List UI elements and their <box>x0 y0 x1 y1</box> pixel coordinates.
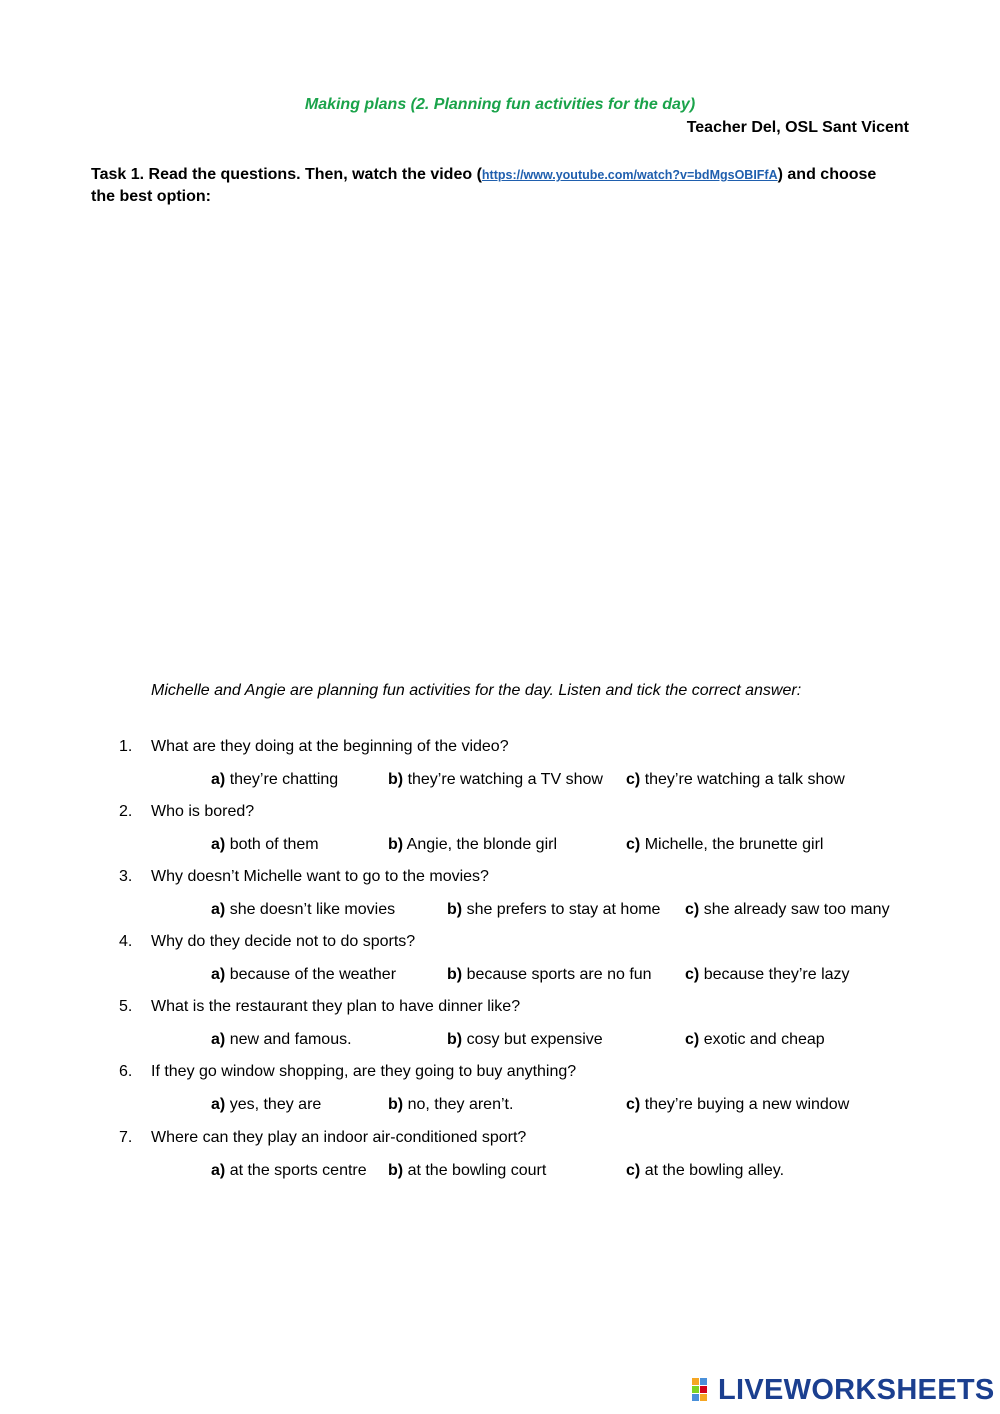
question-5 <box>119 998 520 1020</box>
question-3 <box>119 868 489 890</box>
question-number: 3. <box>119 868 133 885</box>
question-2 <box>119 803 254 825</box>
option-text: they’re buying a new window <box>644 1096 850 1113</box>
option-label: b) <box>447 966 463 983</box>
option-b[interactable] <box>388 836 557 854</box>
option-text: they’re watching a talk show <box>644 771 845 788</box>
option-text: cosy but expensive <box>466 1031 603 1048</box>
option-c[interactable] <box>685 1031 825 1049</box>
option-c[interactable] <box>626 836 823 854</box>
option-label: a) <box>211 901 226 918</box>
question-text: Why do they decide not to do sports? <box>151 933 416 950</box>
option-text: she prefers to stay at home <box>466 901 661 918</box>
option-text: because they’re lazy <box>703 966 850 983</box>
question-text: If they go window shopping, are they going to buy anything? <box>151 1063 577 1080</box>
option-b[interactable] <box>447 901 660 919</box>
question-number: 1. <box>119 738 133 755</box>
option-label: c) <box>626 1162 641 1179</box>
answer-options-3 <box>0 901 1000 923</box>
question-text: What is the restaurant they plan to have dinner like? <box>151 998 521 1015</box>
question-7 <box>119 1129 526 1151</box>
option-a[interactable] <box>211 901 395 919</box>
option-text: both of them <box>229 836 319 853</box>
option-c[interactable] <box>626 1162 784 1180</box>
option-a[interactable] <box>211 1162 367 1180</box>
author-line: Teacher Del, OSL Sant Vicent <box>686 119 909 136</box>
option-c[interactable] <box>626 771 845 789</box>
option-text: because of the weather <box>229 966 397 983</box>
option-text: exotic and cheap <box>703 1031 825 1048</box>
logo-text: LIVEWORKSHEETS <box>718 1374 995 1406</box>
logo-icon <box>692 1378 714 1402</box>
option-a[interactable] <box>211 966 396 984</box>
question-number: 6. <box>119 1063 133 1080</box>
listening-intro: Michelle and Angie are planning fun activities for the day. Listen and tick the correct answer: <box>151 682 802 699</box>
option-label: a) <box>211 966 226 983</box>
video-link[interactable]: https://www.youtube.com/watch?v=bdMgsOBIFfA <box>481 168 778 182</box>
question-1 <box>119 738 509 760</box>
option-label: b) <box>447 1031 463 1048</box>
option-text: Angie, the blonde girl <box>406 836 557 853</box>
answer-options-2 <box>0 836 1000 858</box>
task-suffix: ) and choose the best option: <box>91 166 877 205</box>
option-c[interactable] <box>685 901 890 919</box>
option-label: a) <box>211 1162 226 1179</box>
option-a[interactable] <box>211 771 338 789</box>
option-label: c) <box>685 901 700 918</box>
option-label: c) <box>626 771 641 788</box>
question-text: Who is bored? <box>151 803 255 820</box>
option-b[interactable] <box>447 966 652 984</box>
answer-options-1 <box>0 771 1000 793</box>
answer-options-7 <box>0 1162 1000 1184</box>
option-b[interactable] <box>388 1162 546 1180</box>
option-a[interactable] <box>211 836 319 854</box>
option-text: at the bowling alley. <box>644 1162 785 1179</box>
option-label: a) <box>211 771 226 788</box>
question-4 <box>119 933 415 955</box>
option-b[interactable] <box>388 1096 513 1114</box>
worksheet-title: Making plans (2. Planning fun activities for the day) <box>304 96 696 113</box>
option-label: b) <box>388 836 404 853</box>
option-label: c) <box>685 1031 700 1048</box>
option-text: because sports are no fun <box>466 966 652 983</box>
option-label: b) <box>388 1096 404 1113</box>
option-label: c) <box>626 836 641 853</box>
option-text: at the sports centre <box>229 1162 367 1179</box>
answer-options-5 <box>0 1031 1000 1053</box>
option-b[interactable] <box>388 771 603 789</box>
option-label: b) <box>447 901 463 918</box>
question-text: What are they doing at the beginning of the video? <box>151 738 509 755</box>
option-c[interactable] <box>685 966 850 984</box>
option-text: they’re watching a TV show <box>407 771 603 788</box>
option-text: yes, they are <box>229 1096 322 1113</box>
option-label: b) <box>388 771 404 788</box>
question-number: 4. <box>119 933 133 950</box>
option-text: she already saw too many <box>703 901 890 918</box>
option-a[interactable] <box>211 1031 352 1049</box>
option-text: Michelle, the brunette girl <box>644 836 824 853</box>
task-prefix: Task 1. Read the questions. Then, watch the video ( <box>91 166 482 183</box>
option-label: c) <box>685 966 700 983</box>
option-text: at the bowling court <box>407 1162 547 1179</box>
option-text: she doesn’t like movies <box>229 901 396 918</box>
option-a[interactable] <box>211 1096 321 1114</box>
question-number: 5. <box>119 998 133 1015</box>
option-text: new and famous. <box>229 1031 352 1048</box>
question-number: 7. <box>119 1129 133 1146</box>
option-label: b) <box>388 1162 404 1179</box>
option-label: a) <box>211 836 226 853</box>
option-c[interactable] <box>626 1096 849 1114</box>
question-text: Where can they play an indoor air-conditioned sport? <box>151 1129 527 1146</box>
option-label: c) <box>626 1096 641 1113</box>
task-instructions <box>91 164 881 208</box>
answer-options-6 <box>0 1096 1000 1118</box>
question-6 <box>119 1063 576 1085</box>
answer-options-4 <box>0 966 1000 988</box>
option-label: a) <box>211 1031 226 1048</box>
option-text: they’re chatting <box>229 771 339 788</box>
option-label: a) <box>211 1096 226 1113</box>
option-b[interactable] <box>447 1031 603 1049</box>
option-text: no, they aren’t. <box>407 1096 514 1113</box>
question-text: Why doesn’t Michelle want to go to the movies? <box>151 868 489 885</box>
question-number: 2. <box>119 803 133 820</box>
liveworksheets-logo <box>692 1374 995 1406</box>
